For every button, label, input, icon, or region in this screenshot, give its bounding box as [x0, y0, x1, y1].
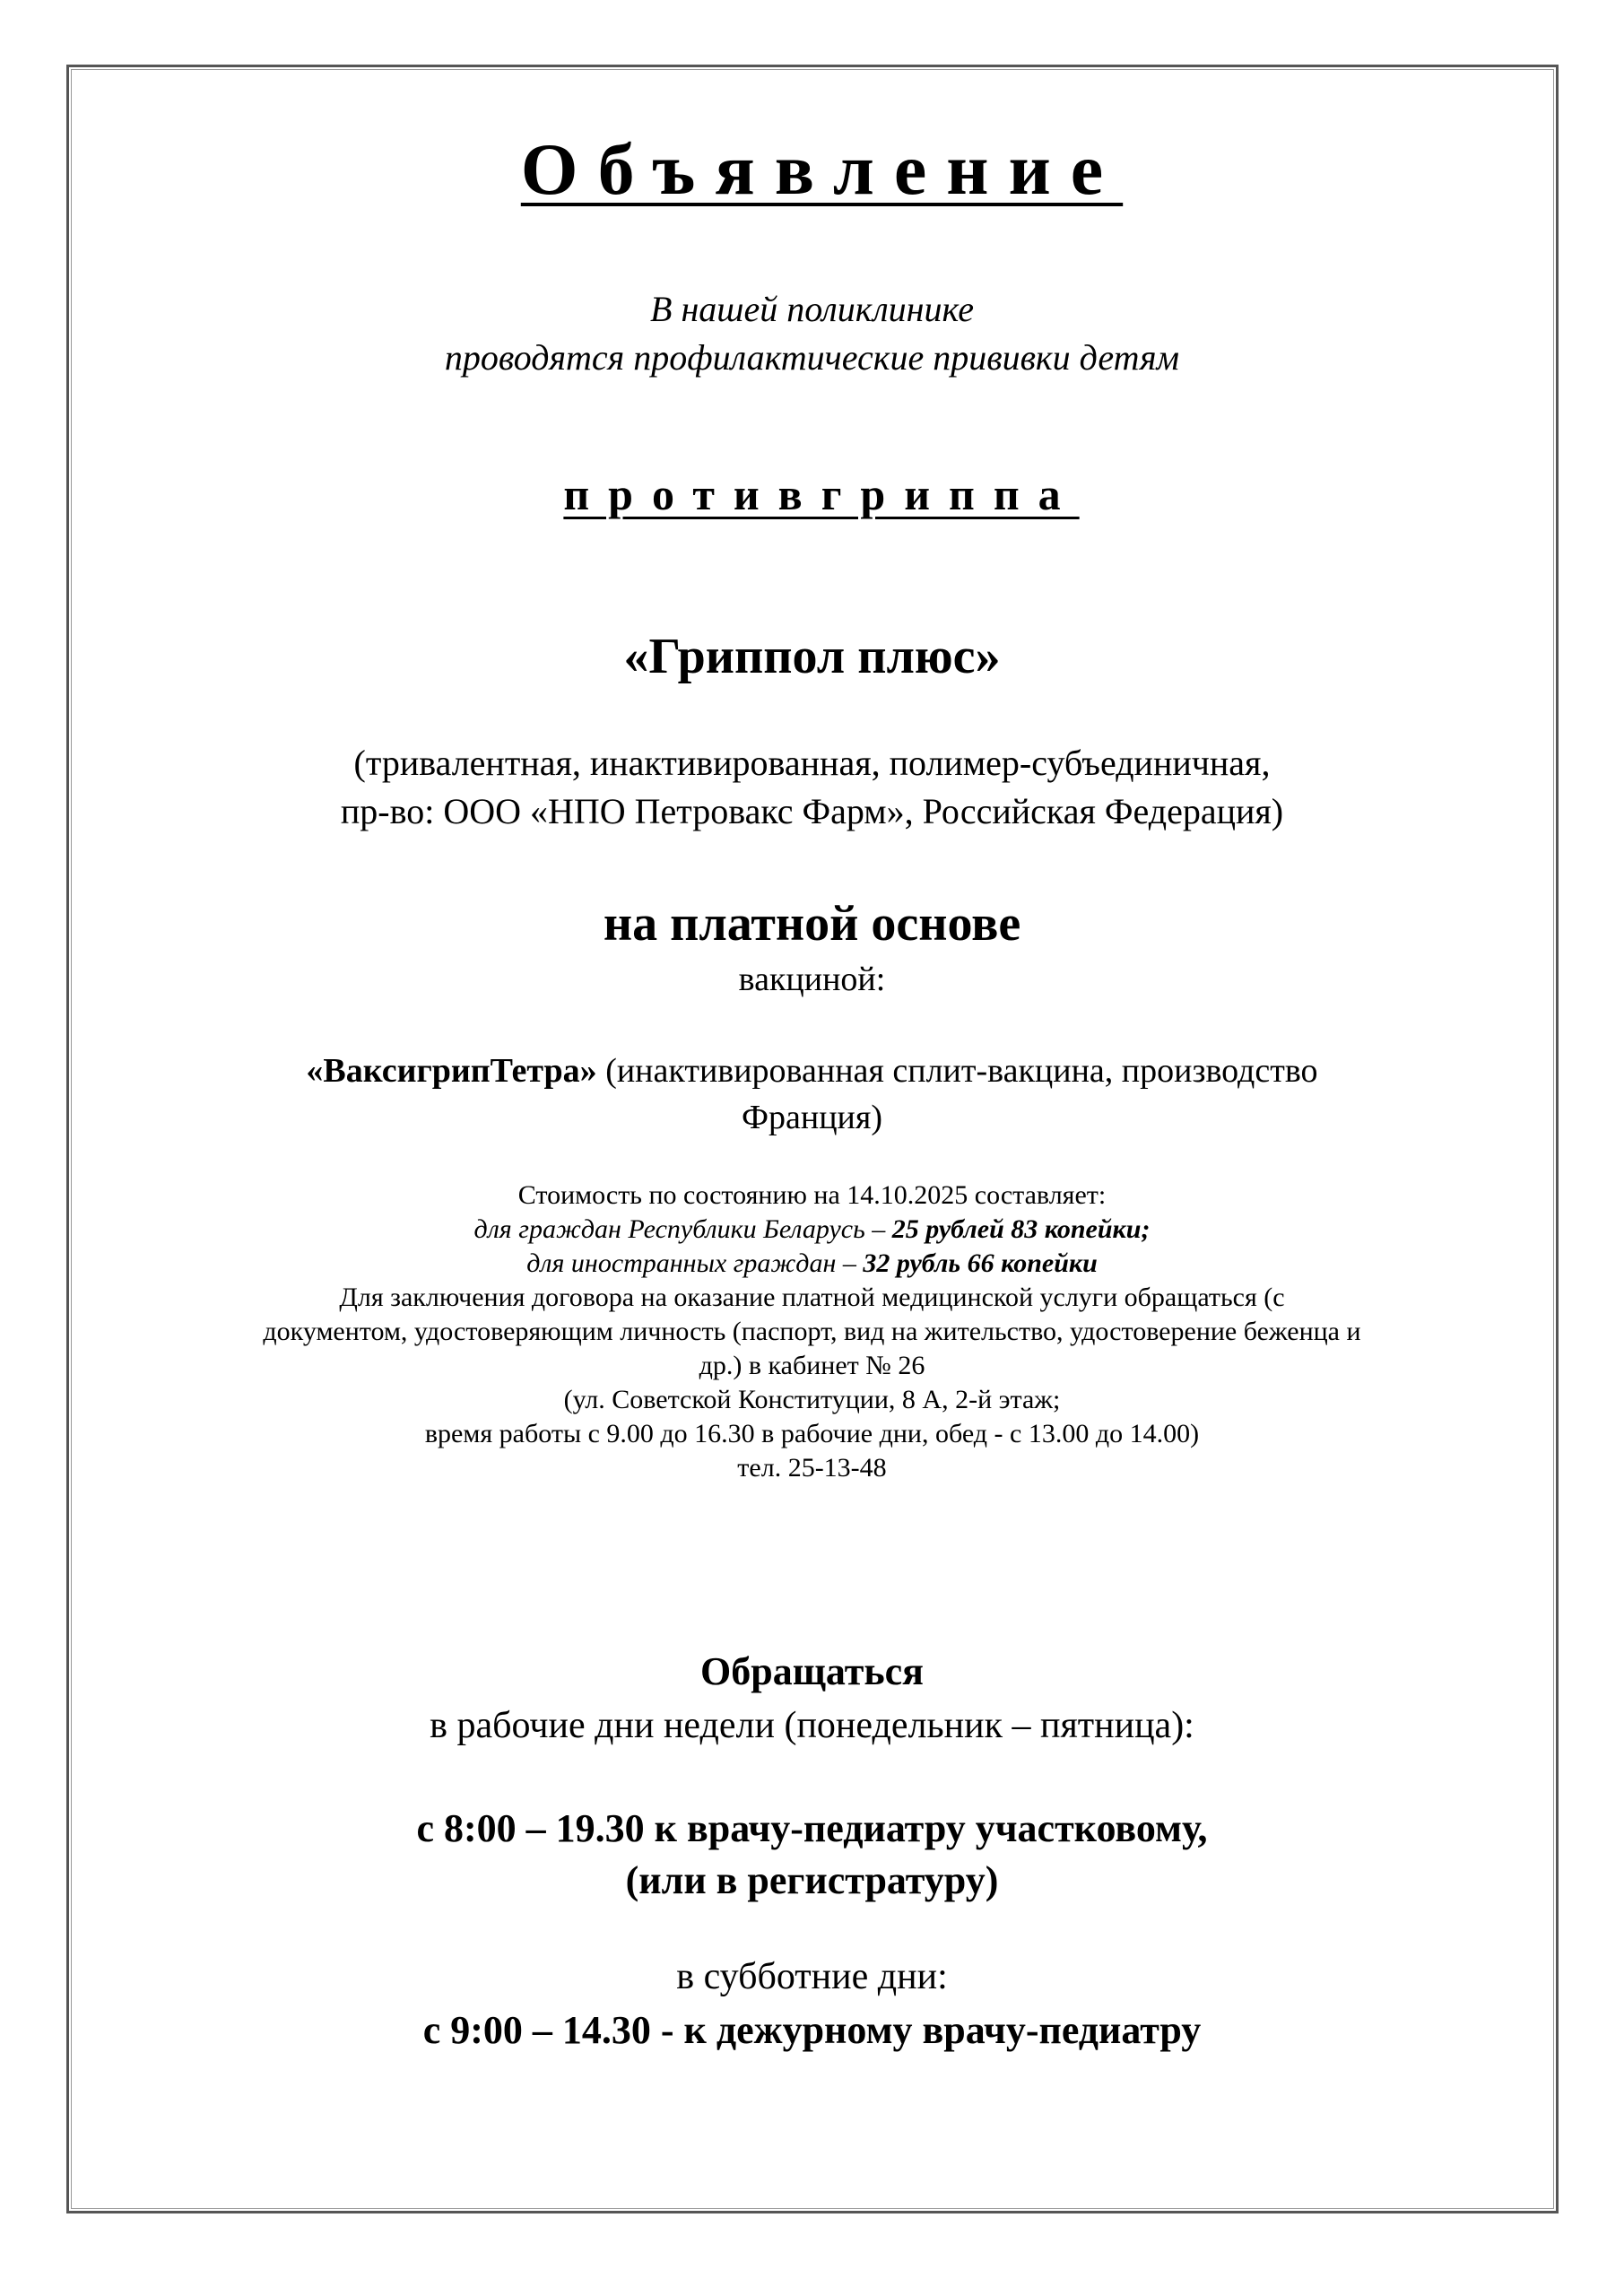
vaccine-vaxigrip-line-1 — [0, 1048, 1624, 1094]
saturday-label: в субботние дни: — [676, 1956, 948, 1997]
contact-line-3: др.) в кабинет № 26 — [699, 1351, 925, 1380]
vaccine-grippol-name: «Гриппол плюс» — [623, 629, 1001, 684]
vaccine-grippol-description — [0, 739, 1624, 836]
weekday-hours — [0, 1803, 1624, 1907]
intro-text — [0, 285, 1624, 382]
contact-line-2: документом, удостоверяющим личность (паспорт, вид на жительство, удостоверение беженца и — [263, 1317, 1361, 1346]
weekday-hours-line-1: с 8:00 – 19.30 к врачу-педиатру участковому, — [416, 1806, 1208, 1850]
intro-line-2: проводятся профилактические прививки детям — [444, 337, 1180, 378]
vaccine-vaxigrip-name: «ВаксигрипТетра» — [306, 1052, 597, 1090]
vaccine-grippol-desc-line-1: (тривалентная, инактивированная, полимер-субъединичная, — [353, 743, 1271, 783]
cost-citizens-price: 25 рублей 83 копейки; — [891, 1214, 1151, 1244]
vaccine-vaxigrip-desc-part-1: (инактивированная сплит-вакцина, производство — [596, 1052, 1318, 1090]
contact-line-1: Для заключения договора на оказание платной медицинской услуги обращаться (с — [339, 1283, 1285, 1312]
vaccine-vaxigrip-block — [0, 1048, 1624, 1141]
cost-foreigners-price: 32 рубль 66 копейки — [863, 1248, 1098, 1278]
cost-citizens-label: для граждан Республики Беларусь – — [473, 1214, 892, 1244]
cost-citizens — [0, 1213, 1624, 1247]
announcement-title: Объявление — [520, 128, 1124, 210]
cost-foreigners-label: для иностранных граждан – — [526, 1248, 864, 1278]
flu-subtitle: противгриппа — [563, 469, 1080, 519]
cost-block — [0, 1178, 1624, 1281]
contact-block — [0, 1281, 1624, 1485]
paid-basis-heading: на платной основе — [603, 896, 1021, 952]
vaccine-grippol-desc-line-2: пр-во: ООО «НПО Петровакс Фарм», Российская Федерация) — [340, 791, 1284, 831]
apply-heading: Обращаться — [700, 1649, 924, 1693]
weekdays-label: в рабочие дни недели (понедельник – пятница): — [430, 1705, 1194, 1746]
cost-header: Стоимость по состоянию на 14.10.2025 составляет: — [517, 1180, 1107, 1210]
contact-phone: тел. 25-13-48 — [737, 1453, 887, 1483]
weekday-hours-line-2: (или в регистратуру) — [625, 1858, 999, 1902]
contact-hours: время работы с 9.00 до 16.30 в рабочие дни, обед - с 13.00 до 14.00) — [424, 1419, 1200, 1448]
vaccine-vaxigrip-desc-part-2: Франция) — [741, 1099, 883, 1136]
contact-address: (ул. Советской Конституции, 8 А, 2-й этаж; — [563, 1385, 1061, 1414]
cost-foreigners — [0, 1247, 1624, 1281]
vaccine-label: вакциной: — [738, 961, 886, 998]
saturday-hours: с 9:00 – 14.30 - к дежурному врачу-педиатру — [422, 2008, 1202, 2052]
intro-line-1: В нашей поликлинике — [650, 289, 974, 329]
